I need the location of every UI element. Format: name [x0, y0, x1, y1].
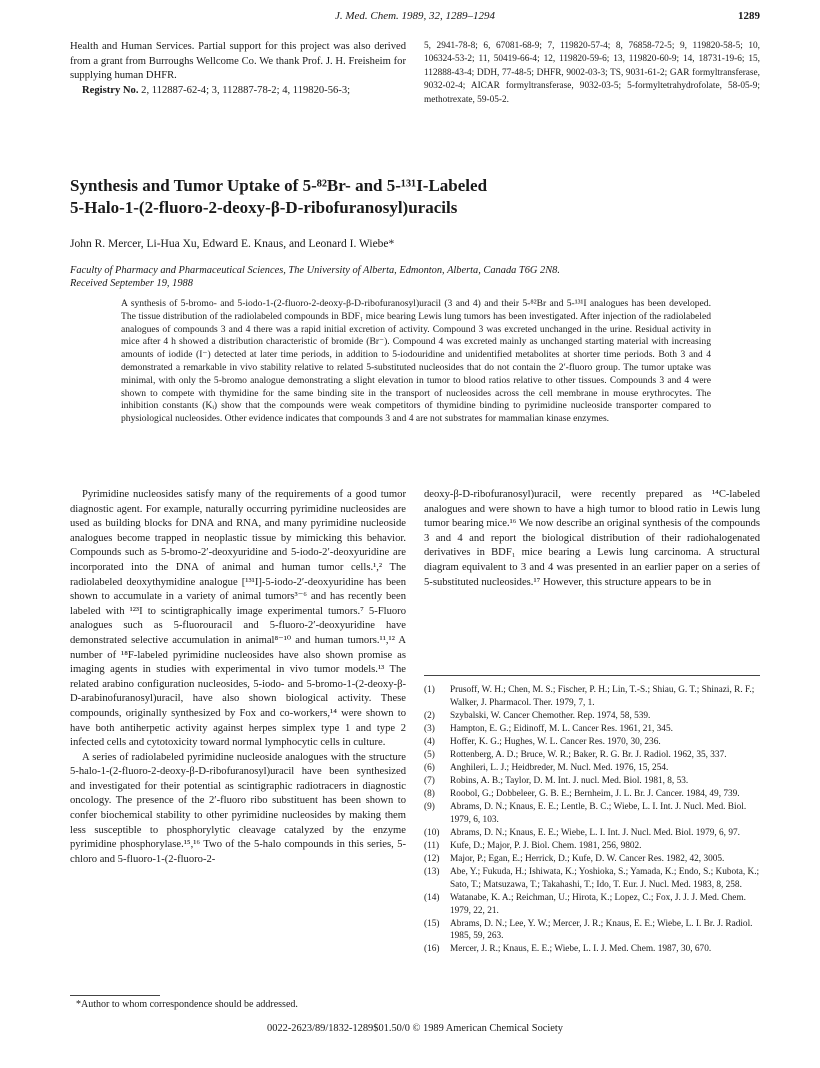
reference-number: (3) [424, 723, 435, 734]
reference-text: Hampton, E. G.; Eidinoff, M. L. Cancer Res. 1961, 21, 345. [450, 723, 673, 734]
references-list [424, 684, 760, 956]
reference-number: (5) [424, 749, 435, 760]
acknowledgment-text: Health and Human Services. Partial support for this project was also derived from a grant from Burroughs Wellcome Co. We thank Prof. J. H. Freisheim for supplying human DHFR. [70, 41, 406, 82]
reference-item [424, 943, 760, 956]
reference-text: Prusoff, W. H.; Chen, M. S.; Fischer, P. H.; Lin, T.-S.; Shiau, G. T.; Shinazi, R. F.; Walker, J. Pharmacol. Ther. 1979, 7, 1. [450, 685, 755, 708]
reference-number: (1) [424, 685, 435, 695]
affiliation-block [70, 264, 760, 290]
reference-number: (8) [424, 789, 435, 800]
reference-text: Kufe, D.; Major, P. J. Biol. Chem. 1981, 256, 9802. [450, 841, 642, 852]
title-line-2: 5-Halo-1-(2-fluoro-2-deoxy-β-D-ribofuranosyl)uracils [70, 198, 458, 217]
reference-number: (4) [424, 736, 435, 747]
reference-item [424, 853, 760, 866]
reference-text: Anghileri, L. J.; Heidbreder, M. Nucl. Med. 1976, 15, 254. [450, 763, 669, 774]
reference-number: (13) [424, 867, 440, 878]
reference-item [424, 840, 760, 853]
reference-number: (15) [424, 918, 440, 929]
reference-number: (9) [424, 802, 435, 813]
reference-text: Major, P.; Egan, E.; Herrick, D.; Kufe, D. W. Cancer Res. 1982, 42, 3005. [450, 854, 725, 865]
reference-item [424, 684, 760, 709]
body-right-column [424, 488, 760, 590]
reference-text: Abrams, D. N.; Lee, Y. W.; Mercer, J. R.; Knaus, E. E.; Wiebe, L. I. Br. J. Radiol. 1985, 59, 263. [450, 918, 753, 942]
reference-item [424, 788, 760, 801]
reference-text: Mercer, J. R.; Knaus, E. E.; Wiebe, L. I. J. Med. Chem. 1987, 30, 670. [450, 944, 712, 955]
registry-label: Registry No. [82, 84, 139, 96]
reference-text: Robins, A. B.; Taylor, D. M. Int. J. nucl. Med. Biol. 1981, 8, 53. [450, 776, 689, 787]
reference-number: (16) [424, 944, 440, 955]
reference-text: Roobol, G.; Dobbeleer, G. B. E.; Bernheim, J. L. Br. J. Cancer. 1984, 49, 739. [450, 789, 740, 800]
reference-number: (12) [424, 854, 440, 865]
reference-text: Abrams, D. N.; Knaus, E. E.; Wiebe, L. I. Int. J. Nucl. Med. Biol. 1979, 6, 97. [450, 828, 740, 839]
abstract: A synthesis of 5-bromo- and 5-iodo-1-(2-fluoro-2-deoxy-β-D-ribofuranosyl)uracil (3 and 4) and their 5-⁸²Br and 5-¹³¹I analogues has been developed. The tissue distribution of the radiolabeled compounds in BDF₁ mice bearing Lewis lung tumors has been investigated. After injection of the radiolabeled analogues of compounds 3 and 4 there was a rapid initial excretion of activity. Compound 3 was excreted unchanged in the urine. Residual activity in mice after 4 h showed a distribution characteristic of bromide (Br⁻). Compound 4 was excreted mainly as unchanged starting material with increasing amounts of iodide (I⁻) detected at later time periods, in addition to 5-iodouridine and unidentified metabolites at shorter time periods. Both 3 and 4 demonstrated a remarkable in vivo stability relative to related 5-substituted nucleosides that do not contain the 2′-fluoro group. The tumor uptake was minimal, with only the 5-bromo analogue demonstrating a slight elevation in tumor to blood ratios relative to other tissues. Compounds 3 and 4 were shown to compete with thymidine for the same binding site in the transport of nucleosides across the cell membrane in mouse erythrocytes. The inhibition constants (Kᵢ) show that the compounds were weak competitors of thymidine binding to pyrimidine nucleoside transporter compared to physiological nucleosides. Other evidence indicates that compounds 3 and 4 are not substrates for mammalian kinase enzymes. [121, 298, 711, 425]
reference-text: Szybalski, W. Cancer Chemother. Rep. 1974, 58, 539. [450, 710, 651, 721]
reference-text: Abe, Y.; Fukuda, H.; Ishiwata, K.; Yoshioka, S.; Yamada, K.; Endo, S.; Kubota, K.; Sato, T.; Matsuzawa, T.; Takahashi, T.; Ido, T. Eur. J. Nucl. Med. 1983, 8, 258. [450, 867, 760, 890]
journal-year-volume-pages: 1989, 32, 1289–1294 [401, 10, 496, 22]
correspondence-footnote: *Author to whom correspondence should be addressed. [76, 999, 298, 1010]
reference-item [424, 723, 760, 736]
registry-numbers-right: 5, 2941-78-8; 6, 67081-68-9; 7, 119820-57-4; 8, 76858-72-5; 9, 119820-58-5; 10, 106324-53-2; 11, 50419-66-4; 12, 119820-59-6; 13, 119820-60-9; 14, 18731-19-6; 15, 112888-43-4; DDH, 77-48-5; DHFR, 9002-03-3; TS, 9031-61-2; GAR formyltransferase, 9032-02-4; AICAR formyltransferase, 9032-03-5; 5-formyltetrahydrofolate, 58-05-9; methotrexate, 59-05-2. [424, 41, 760, 105]
reference-number: (14) [424, 893, 440, 903]
reference-number: (6) [424, 763, 435, 774]
registry-text: 2, 112887-62-4; 3, 112887-78-2; 4, 119820-56-3; [141, 84, 351, 96]
reference-text: Abrams, D. N.; Knaus, E. E.; Lentle, B. C.; Wiebe, L. I. Int. J. Nucl. Med. Biol. 1979, 6, 103. [450, 802, 747, 825]
body-paragraph-1: Pyrimidine nucleosides satisfy many of the requirements of a good tumor diagnostic agent. For example, naturally occurring pyrimidine nucleosides are used as building blocks for DNA and RNA, and many pyrimidine nucleoside analogues become trapped in neoplastic tissue by mimicking this behavior. Compounds such as 5-bromo-2′-deoxyuridine and 5-iodo-2′-deoxyuridine are incorporated into the DNA of animal and human tumor cells.¹,² The radiolabeled deoxythymidine analogue [¹³¹I]-5-iodo-2′-deoxyuridine has been shown to accumulate in a variety of animal tumors³⁻⁶ and has recently been labeled with ¹²³I to scintigraphically image experimental tumors.⁷ 5-Fluoro analogues such as 5-fluorouracil and 5-fluoro-2′-deoxyuridine have demonstrated selective accumulation in animal⁸⁻¹⁰ and human tumors.¹¹,¹² A number of ¹⁸F-labeled pyrimidine nucleosides have also shown promise as imaging agents in studies with experimental in vivo tumor models.¹³ The related arabino configuration nucleosides, 5-iodo- and 5-bromo-1-(2-deoxy-β-D-arabinofuranosyl)uracil, have also shown biological activity. These compounds, originally synthesized by Fox and co-workers,¹⁴ were shown to have both antiherpetic activity against herpes simplex type 1 and type 2 infected cells and cytotoxicity toward normal lymphocytic cells in culture. [70, 489, 406, 749]
page-number: 1289 [738, 10, 760, 22]
reference-text: Watanabe, K. A.; Reichman, U.; Hirota, K.; Lopez, C.; Fox, J. J. J. Med. Chem. 1979, 22, 21. [450, 893, 746, 916]
body-left-column [70, 488, 406, 867]
reference-item [424, 749, 760, 762]
registry-numbers-left [70, 84, 406, 99]
copyright-footer: 0022-2623/89/1832-1289$01.50/0 © 1989 American Chemical Society [267, 1023, 563, 1034]
footnote-divider [70, 995, 160, 996]
reference-item [424, 866, 760, 891]
reference-number: (7) [424, 776, 435, 787]
reference-item [424, 827, 760, 840]
authors: John R. Mercer, Li-Hua Xu, Edward E. Knaus, and Leonard I. Wiebe* [70, 238, 395, 250]
title-line-1: Synthesis and Tumor Uptake of 5-⁸²Br- and 5-¹³¹I-Labeled [70, 176, 488, 195]
reference-text: Hoffer, K. G.; Hughes, W. L. Cancer Res. 1970, 30, 236. [450, 736, 661, 747]
journal-citation [70, 10, 760, 22]
body-paragraph-2: A series of radiolabeled pyrimidine nucleoside analogues with the structure 5-halo-1-(2-fluoro-2-deoxy-β-D-ribofuranosyl)uracil have been synthesized and investigated for their potential as scintigraphic radiotracers in diagnostic oncology. The presence of the 2′-fluoro ribo substituent has been shown to confer biochemical stability to other pyrimidine nucleosides by making them less susceptible to phosphorylytic cleavage catalyzed by the enzyme pyrimidine phosphorylase.¹⁵,¹⁶ Two of the 5-halo compounds in this series, 5-chloro and 5-fluoro-1-(2-fluoro-2- [70, 751, 406, 865]
reference-item [424, 736, 760, 749]
reference-item [424, 801, 760, 826]
reference-text: Rottenberg, A. D.; Bruce, W. R.; Baker, R. G. Br. J. Radiol. 1962, 35, 337. [450, 749, 727, 760]
reference-number: (11) [424, 841, 440, 852]
references-divider [424, 675, 760, 676]
reference-item [424, 918, 760, 943]
article-title [70, 175, 760, 219]
reference-item [424, 775, 760, 788]
body-paragraph-3: deoxy-β-D-ribofuranosyl)uracil, were recently prepared as ¹⁴C-labeled analogues and were shown to have a high tumor to blood ratio in Lewis lung tumor bearing mice.¹⁶ We now describe an original synthesis of the compounds 3 and 4 and report the biological distribution of their radiohalogenated derivatives in BDF₁ mice bearing a Lewis lung carcinoma. A structural diagram equivalent to 3 and 4 was presented in an earlier paper on a series of 5-substituted nucleosides.¹⁷ However, this structure appears to be in [424, 489, 760, 588]
reference-item [424, 762, 760, 775]
reference-number: (10) [424, 828, 440, 839]
previous-article-tail [70, 40, 406, 98]
journal-name: J. Med. Chem. [334, 10, 399, 22]
reference-item [424, 710, 760, 723]
affiliation: Faculty of Pharmacy and Pharmaceutical Sciences, The University of Alberta, Edmonton, Alberta, Canada T6G 2N8. [70, 265, 560, 276]
reference-number: (2) [424, 710, 435, 721]
received-date: Received September 19, 1988 [70, 278, 193, 289]
running-header [70, 10, 760, 26]
reference-item [424, 892, 760, 917]
